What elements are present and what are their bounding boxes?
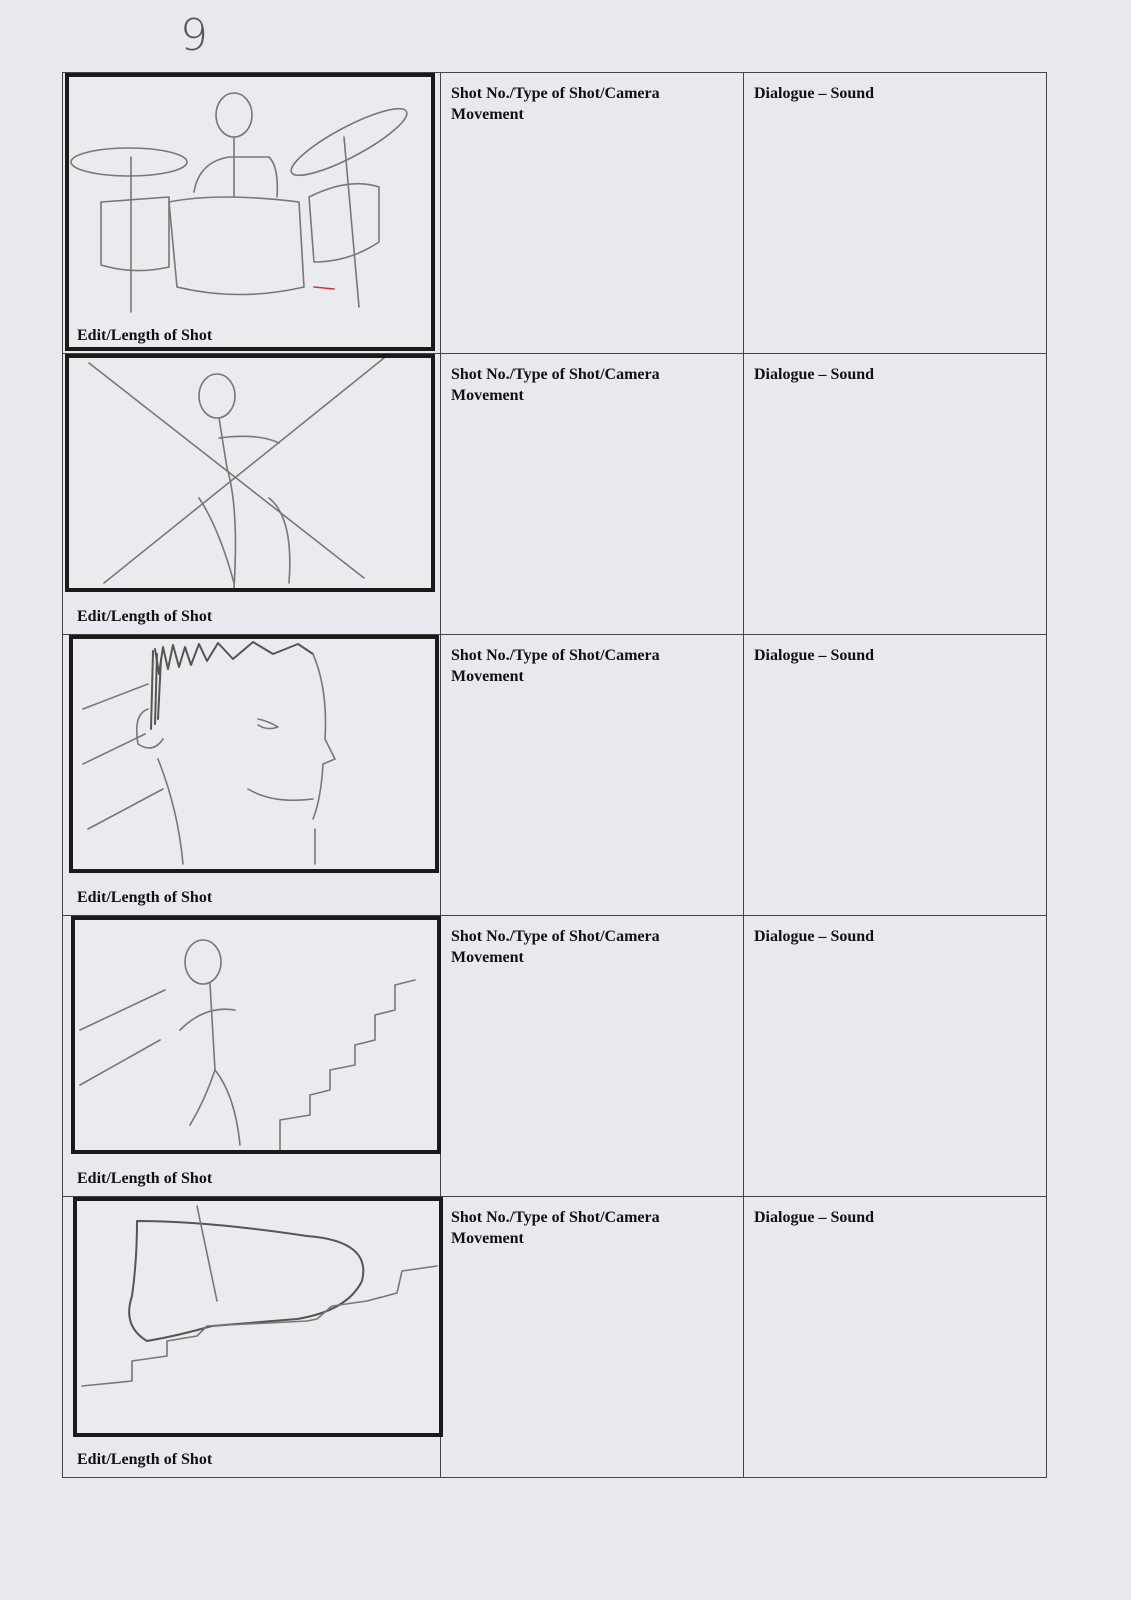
drum-kit-sketch-icon (69, 77, 431, 347)
storyboard-row (62, 1197, 1047, 1478)
dialogue-cell[interactable] (744, 635, 1048, 915)
shot-info-cell[interactable] (441, 73, 744, 353)
sketch-frame (73, 1197, 443, 1437)
frame-cell (63, 635, 441, 915)
shot-info-cell[interactable] (441, 1197, 744, 1477)
dialogue-cell[interactable] (744, 73, 1048, 353)
storyboard-row (62, 635, 1047, 916)
shot-info-label: Shot No./Type of Shot/Camera Movement (451, 928, 660, 966)
edit-length-label: Edit/Length of Shot (77, 1451, 213, 1468)
page-number: 9 (180, 10, 208, 61)
shot-info-label: Shot No./Type of Shot/Camera Movement (451, 366, 660, 404)
storyboard-row (62, 354, 1047, 635)
sketch-frame (69, 635, 439, 873)
shot-info-label: Shot No./Type of Shot/Camera Movement (451, 1209, 660, 1247)
dialogue-label: Dialogue – Sound (754, 1209, 875, 1226)
edit-length-label: Edit/Length of Shot (77, 608, 213, 625)
sketch-frame (71, 916, 441, 1154)
dialogue-label: Dialogue – Sound (754, 85, 875, 102)
edit-length-label: Edit/Length of Shot (77, 327, 213, 344)
frame-cell (63, 73, 441, 353)
dialogue-label: Dialogue – Sound (754, 928, 875, 945)
frame-cell (63, 1197, 441, 1477)
dialogue-cell[interactable] (744, 916, 1048, 1196)
edit-length-label: Edit/Length of Shot (77, 889, 213, 906)
dialogue-label: Dialogue – Sound (754, 366, 875, 383)
sketch-frame (65, 354, 435, 592)
edit-length-label: Edit/Length of Shot (77, 1170, 213, 1187)
frame-cell (63, 916, 441, 1196)
storyboard-row (62, 72, 1047, 354)
shot-info-label: Shot No./Type of Shot/Camera Movement (451, 647, 660, 685)
dialogue-label: Dialogue – Sound (754, 647, 875, 664)
storyboard-grid (62, 72, 1047, 1478)
shot-info-label: Shot No./Type of Shot/Camera Movement (451, 85, 660, 123)
sketch-frame (65, 73, 435, 351)
figure-on-stairs-sketch-icon (75, 920, 437, 1150)
face-profile-sketch-icon (73, 639, 435, 869)
shot-info-cell[interactable] (441, 354, 744, 634)
shot-info-cell[interactable] (441, 635, 744, 915)
shot-info-cell[interactable] (441, 916, 744, 1196)
drummer-crossed-sticks-sketch-icon (69, 358, 431, 588)
frame-cell (63, 354, 441, 634)
dialogue-cell[interactable] (744, 1197, 1048, 1477)
dialogue-cell[interactable] (744, 354, 1048, 634)
shoe-on-stairs-sketch-icon (77, 1201, 439, 1433)
storyboard-row (62, 916, 1047, 1197)
